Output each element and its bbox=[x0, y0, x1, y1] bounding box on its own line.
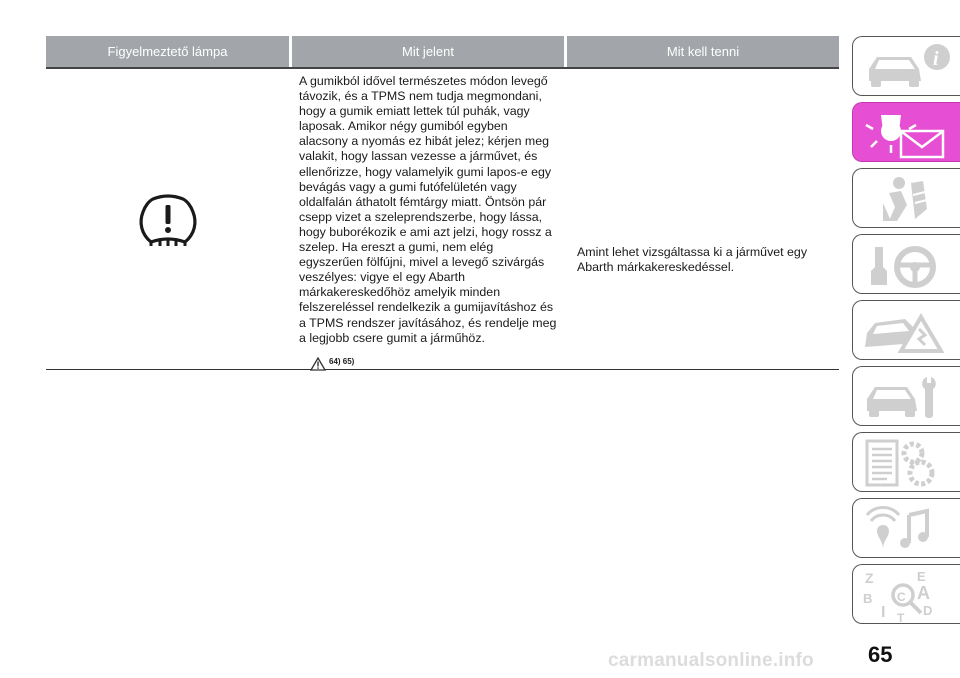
specs-gears-icon bbox=[861, 437, 953, 489]
header-warning-light: Figyelmeztető lámpa bbox=[46, 36, 289, 67]
tab-car-info[interactable] bbox=[852, 36, 960, 96]
tab-technical-specs[interactable] bbox=[852, 432, 960, 492]
car-breakdown-icon bbox=[861, 305, 953, 357]
index-letter-d: D bbox=[923, 603, 933, 618]
action-cell: Amint lehet vizsgáltassa ki a járművet egy Abarth márkakereskedéssel. bbox=[577, 245, 808, 275]
table-header bbox=[46, 36, 839, 69]
tab-maintenance[interactable] bbox=[852, 366, 960, 426]
meaning-text: A gumikból idővel természetes módon levegő távozik, és a TPMS nem tudja megmondani, hogy a gumik emiatt lettek túl puhák, vagy laposak. Amikor négy gumiból egyben alacsony a nyomás ez hibát jelez; kérjen meg valakit, hogy lassan vezesse a járművet, és ellenőrizze, hogy valamelyik gumi lapos-e egy bevágás vagy a gumi futófelületén vagy oldalfalán áthatolt fémtárgy miatt. Öntsön pár csepp vizet a szeleprendszerbe, hogy lássa, hogy buborékozik e ami azt jelzi, hogy rossz a szelep. Ha ereszt a gumi, nem elég egyszerűen fölfújni, mivel a levegő szivárgás veszélyes: vigye el egy Abarth márkakereskedőhöz amelyik minden felszereléssel rendelkezik a gumijavításhoz és a TPMS rendszer javításához, és rendelje meg a legjobb csere gumit a járműhöz. bbox=[299, 74, 557, 345]
watermark: carmanualsonline.info bbox=[608, 650, 814, 671]
index-letter-a: A bbox=[917, 583, 930, 603]
svg-text:i: i bbox=[933, 48, 939, 70]
index-letter-z: Z bbox=[865, 570, 874, 586]
tab-index[interactable] bbox=[852, 564, 960, 624]
tab-multimedia[interactable] bbox=[852, 498, 960, 558]
warning-light-table bbox=[46, 36, 839, 370]
seat-airbag-icon bbox=[861, 173, 953, 225]
index-letter-t: T bbox=[897, 611, 905, 623]
tab-starting-driving[interactable] bbox=[852, 234, 960, 294]
tab-emergency[interactable] bbox=[852, 300, 960, 360]
index-letter-c: C bbox=[897, 590, 906, 604]
warning-light-message-icon bbox=[861, 107, 953, 161]
index-letter-e: E bbox=[917, 569, 926, 584]
header-meaning: Mit jelent bbox=[292, 36, 564, 67]
header-action: Mit kell tenni bbox=[567, 36, 839, 67]
alphabetical-index-icon bbox=[861, 569, 953, 623]
car-wrench-icon bbox=[861, 371, 953, 423]
car-info-icon bbox=[861, 41, 953, 93]
warning-reference bbox=[310, 354, 571, 371]
warning-triangle-icon bbox=[310, 357, 326, 371]
tpms-warning-icon bbox=[137, 188, 199, 250]
index-letter-i: I bbox=[881, 604, 886, 621]
meaning-cell bbox=[299, 74, 571, 371]
index-letter-b: B bbox=[863, 591, 873, 606]
warning-reference-numbers: 64) 65) bbox=[329, 356, 355, 366]
tab-safety[interactable] bbox=[852, 168, 960, 228]
tab-warning-lights[interactable] bbox=[852, 102, 960, 162]
table-row bbox=[46, 69, 839, 370]
key-steering-wheel-icon bbox=[861, 239, 953, 291]
warning-light-cell bbox=[46, 69, 289, 369]
multimedia-icon bbox=[861, 503, 953, 555]
page-number: 65 bbox=[868, 642, 893, 667]
